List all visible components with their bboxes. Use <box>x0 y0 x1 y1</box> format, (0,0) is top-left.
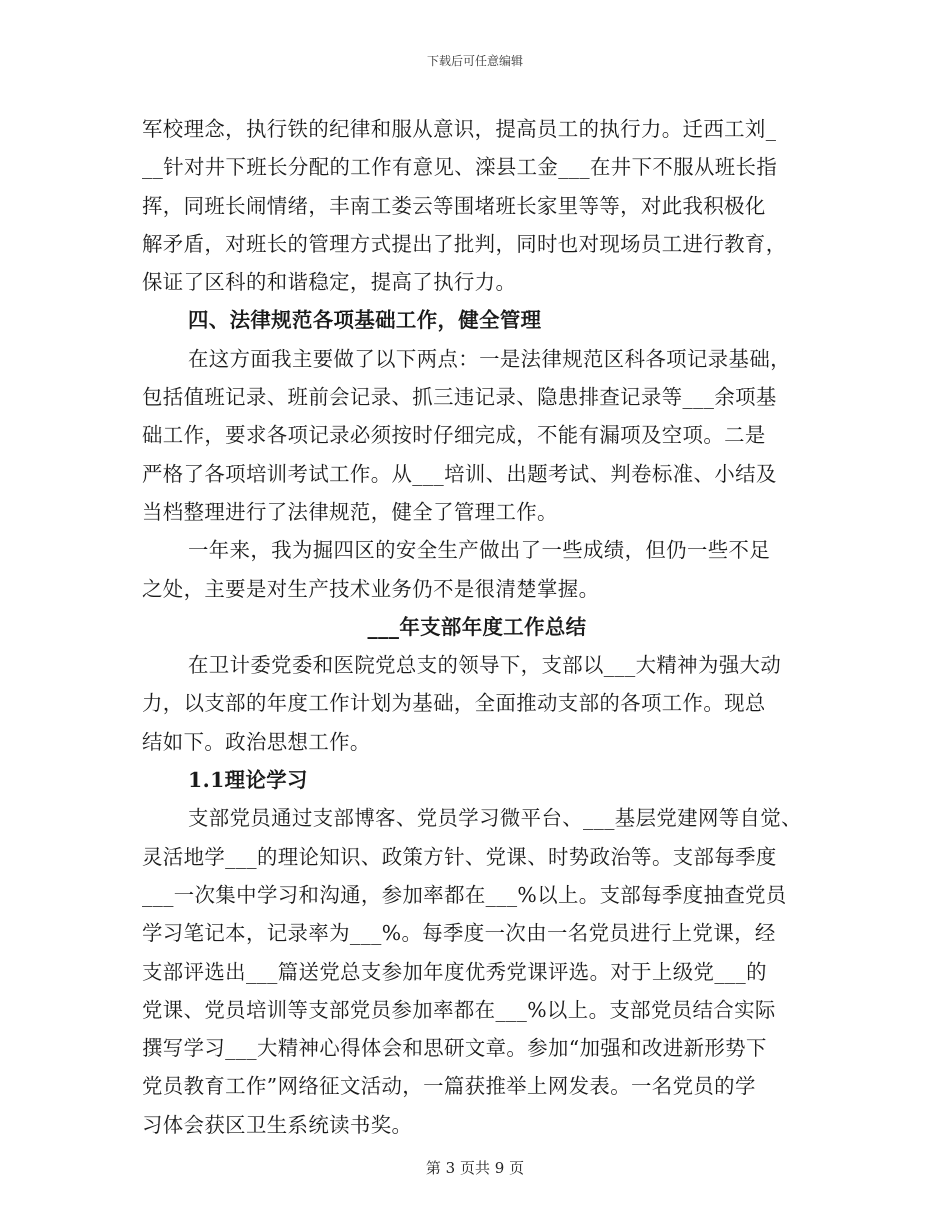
page-footer: 第 3 页共 9 页 <box>425 1159 525 1177</box>
section-heading: 四、法律规范各项基础工作，健全管理 <box>188 308 542 333</box>
document-body <box>142 110 812 1144</box>
paragraph-line: 在卫计委党委和医院党总支的领导下，支部以___大精神为强大动 <box>188 653 782 678</box>
paragraph-line: 党员教育工作”网络征文活动，一篇获推举上网发表。一名党员的学 <box>142 1074 756 1099</box>
paragraph-line: 解矛盾，对班长的管理方式提出了批判，同时也对现场员工进行教育， <box>142 231 787 256</box>
paragraph-line: 习体会获区卫生系统读书奖。 <box>142 1112 413 1137</box>
paragraph-line: 保证了区科的和谐稳定，提高了执行力。 <box>142 270 517 295</box>
paragraph-line: 包括值班记录、班前会记录、抓三违记录、隐患排查记录等___余项基 <box>142 385 777 410</box>
paragraph-line: ___一次集中学习和沟通，参加率都在___%以上。支部每季度抽查党员 <box>142 882 787 907</box>
page-header: 下载后可任意编辑 <box>426 54 523 68</box>
paragraph-line: 灵活地学___的理论知识、政策方针、党课、时势政治等。支部每季度 <box>142 844 777 869</box>
paragraph-line: 党课、党员培训等支部党员参加率都在___%以上。支部党员结合实际 <box>142 997 776 1022</box>
paragraph-line: __针对井下班长分配的工作有意见、滦县工金___在井下不服从班长指 <box>142 155 778 180</box>
paragraph-line: 当档整理进行了法律规范，健全了管理工作。 <box>142 499 558 524</box>
paragraph-line: 结如下。政治思想工作。 <box>142 729 371 754</box>
subsection-heading: 1.1理论学习 <box>188 768 308 793</box>
document-title: ___年支部年度工作总结 <box>367 614 587 639</box>
paragraph-line: 支部党员通过支部博客、党员学习微平台、___基层党建网等自觉、 <box>188 806 802 831</box>
paragraph-line: 础工作，要求各项记录必须按时仔细完成，不能有漏项及空项。二是 <box>142 423 766 448</box>
paragraph-line: 在这方面我主要做了以下两点：一是法律规范区科各项记录基础， <box>188 346 791 371</box>
paragraph-line: 军校理念，执行铁的纪律和服从意识，提高员工的执行力。迁西工刘_ <box>142 117 777 141</box>
paragraph-line: 撰写学习___大精神心得体会和思研文章。参加“加强和改进新形势下 <box>142 1036 767 1061</box>
paragraph-line: 挥，同班长闹情绪，丰南工娄云等围堵班长家里等等，对此我积极化 <box>142 193 766 218</box>
paragraph-line: 一年来，我为掘四区的安全生产做出了一些成绩，但仍一些不足 <box>188 538 771 563</box>
paragraph-line: 力，以支部的年度工作计划为基础，全面推动支部的各项工作。现总 <box>142 691 766 716</box>
paragraph-line: 支部评选出___篇送党总支参加年度优秀党课评选。对于上级党___的 <box>142 959 767 984</box>
paragraph-line: 之处，主要是对生产技术业务仍不是很清楚掌握。 <box>142 576 600 601</box>
paragraph-line: 严格了各项培训考试工作。从___培训、出题考试、判卷标准、小结及 <box>142 461 777 486</box>
paragraph-line: 学习笔记本，记录率为___%。每季度一次由一名党员进行上党课，经 <box>142 921 776 946</box>
